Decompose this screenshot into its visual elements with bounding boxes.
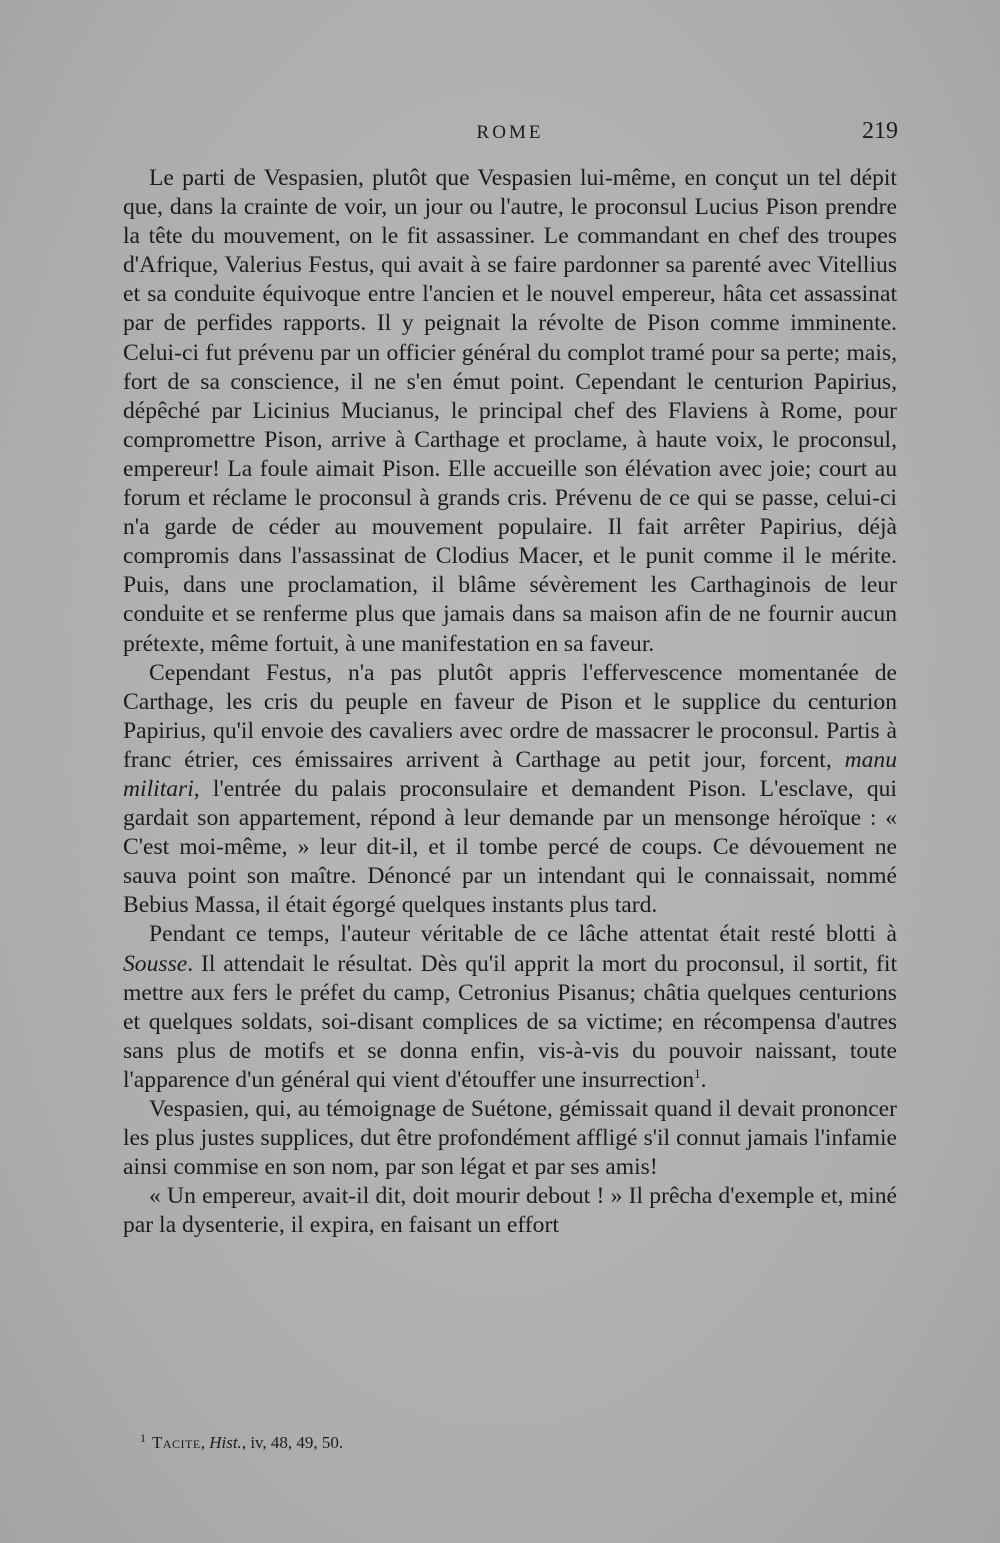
body-text — [123, 164, 897, 1240]
paragraph-4: Vespasien, qui, au témoignage de Suétone, gémissait quand il devait prononcer les plus justes supplices, dut être profondément affligé s'il connut jamais l'infamie ainsi commise en son nom, par son légat et par ses amis! — [123, 1096, 897, 1181]
paragraph-3-text-b: . Il attendait le résultat. Dès qu'il apprit la mort du proconsul, il sortit, fit mettre aux fers le préfet du camp, Cetronius Pisanus; châtia quelques centurions et quelques soldats, soi-disant complices de sa victime; en récompensa d'autres sans plus de motifs et se donna enfin, vis-à-vis du pouvoir naissant, toute l'apparence d'un général qui vient d'étouffer une insurrection — [123, 950, 897, 1093]
footnote-reference-text: , iv, 48, 49, 50. — [241, 1433, 344, 1452]
page-number: 219 — [862, 118, 898, 144]
footnote-author: Tacite — [152, 1433, 201, 1452]
footnote-reference: 1 — [694, 1065, 701, 1081]
footnote: $^1$ Tacite, Hist., iv, 48, 49, 50. — [140, 1431, 344, 1452]
paragraph-2-text-b: , l'entrée du palais proconsulaire et demandent Pison. L'esclave, qui gardait son appartement, répond à leur demande par un mensonge héroïque : « C'est moi-même, » leur dit-il, et il tombe percé de coups. Ce dévouement ne sauva point son maître. Dénoncé par un intendant qui le connaissait, nommé Bebius Massa, il était égorgé quelques instants plus tard. — [123, 775, 897, 919]
paragraph-3-text-a: Pendant ce temps, l'auteur véritable de ce lâche attentat était resté blotti à — [149, 921, 897, 948]
paragraph-1: Le parti de Vespasien, plutôt que Vespasien lui-même, en conçut un tel dépit que, dans la crainte de voir, un jour ou l'autre, le proconsul Lucius Pison prendre la tête du mouvement, on le fit assassiner. Le commandant en chef des troupes d'Afrique, Valerius Festus, qui avait à se faire pardonner sa parenté avec Vitellius et sa conduite équivoque entre l'ancien et le nouvel empereur, hâta cet assassinat par de perfides rapports. Il y peignait la révolte de Pison comme imminente. Celui-ci fut prévenu par un officier général du complot tramé pour sa perte; mais, fort de sa conscience, il ne s'en émut point. Cependant le centurion Papirius, dépêché par Licinius Mucianus, le principal chef des Flaviens à Rome, pour compromettre Pison, arrive à Carthage et proclame, à haute voix, le proconsul, empereur! La foule aimait Pison. Elle accueille son élévation avec joie; court au forum et réclame le proconsul à grands cris. Prévenu de ce qui se passe, celui-ci n'a garde de céder au mouvement populaire. Il fait arrêter Papirius, déjà compromis dans l'assassinat de Clodius Macer, et le punit comme il le mérite. Puis, dans une proclamation, il blâme sévèrement les Carthaginois de leur conduite et se renferme plus que jamais dans sa maison afin de ne fournir aucun prétexte, même fortuit, à une manifestation en sa faveur. — [123, 165, 897, 657]
footnote-work: Hist. — [209, 1433, 242, 1452]
paragraph-5: « Un empereur, avait-il dit, doit mourir debout ! » Il prêcha d'exemple et, miné par la dysenterie, il expira, en faisant un effort — [123, 1183, 897, 1239]
footnote-marker: 1 — [140, 1431, 146, 1445]
paragraph-3-end: . — [700, 1066, 707, 1093]
running-head — [122, 118, 898, 148]
paragraph-2-text-a: Cependant Festus, n'a pas plutôt appris l'effervescence momentanée de Carthage, les cris du peuple en faveur de Pison et le supplice du centurion Papirius, qu'il envoie des cavaliers avec ordre de massacrer le proconsul. Partis à franc étrier, ces émissaires arrivent à Carthage au petit jour, forcent, — [123, 659, 897, 773]
paragraph-3 — [123, 920, 897, 1095]
italic-place-sousse: Sousse — [123, 950, 188, 977]
italic-phrase-manu-militari: manu militari — [123, 746, 897, 802]
running-title: ROME — [476, 122, 544, 143]
paragraph-2 — [123, 659, 897, 921]
